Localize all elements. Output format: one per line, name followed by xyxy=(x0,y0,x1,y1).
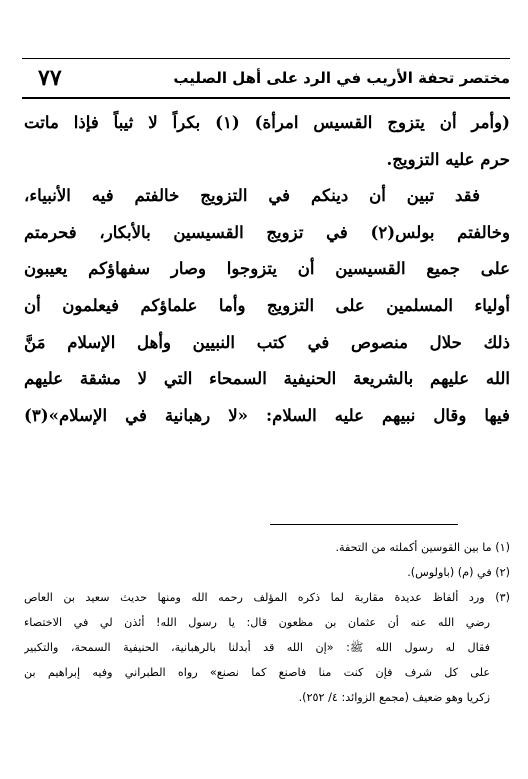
page-header xyxy=(22,60,510,96)
footnote: (١) ما بين القوسين أكملته من التحفة. xyxy=(335,541,510,554)
header-bottom-rule xyxy=(22,97,510,99)
footnotes xyxy=(24,535,510,710)
footnote-continuation: فقال له رسول الله ﷺ: «إن الله قد أبدلنا بالرهبانية، الحنيفية السمحة، والتكبير xyxy=(24,641,490,654)
body-line: على جميع القسيسين أن يتزوجوا وصار سفهاؤكم يعيبون xyxy=(24,258,510,279)
main-text xyxy=(24,104,510,433)
body-line: ذلك حلال منصوص في كتب النبيين وأهل الإسلام مَنَّ xyxy=(24,331,510,352)
running-title: مختصر تحفة الأريب في الرد على أهل الصليب xyxy=(173,69,510,87)
body-line: وخالفتم بولس(٢) في تزويج القسيسين بالأبكار، فحرمتم xyxy=(24,221,510,242)
footnote-continuation: زكريا وهو ضعيف (مجمع الزوائد: ٤/ ٢٥٢). xyxy=(298,691,490,704)
body-line: حرم عليه التزويج. xyxy=(386,148,510,169)
body-line: فيها وقال نبيهم عليه السلام: «لا رهبانية في الإسلام»(٣) xyxy=(24,404,510,425)
footnote-continuation: على كل شرف فإن كنت منا فاصنع كما نصنع» رواه الطبراني وفيه إبراهيم بن xyxy=(24,666,490,679)
body-line: أولياء المسلمين على التزويج وأما علماؤكم فيعلمون أن xyxy=(24,294,510,315)
body-line: الله عليهم بالشريعة الحنيفية السمحاء التي لا مشقة عليهم xyxy=(24,368,510,389)
footnote: (٣) ورد ألفاظ عديدة مقاربة لما ذكره المؤلف رحمه الله ومنها حديث سعيد بن العاص xyxy=(24,591,510,604)
footnote-separator xyxy=(270,524,458,525)
footnote-continuation: رضي الله عنه أن عثمان بن مظعون قال: يا رسول الله! أئذن لي في الاختصاء xyxy=(24,616,490,629)
footnote: (٢) في (م) (باولوس). xyxy=(407,566,510,579)
body-line: فقد تبين أن دينكم في التزويج خالفتم فيه الأنبياء، xyxy=(24,185,480,206)
page-number: ٧٧ xyxy=(38,65,62,91)
header-top-rule xyxy=(22,58,510,59)
body-line: (وأمر أن يتزوج القسيس امرأة) (١) بكراً لا ثيباً فإذا ماتت xyxy=(24,112,510,132)
